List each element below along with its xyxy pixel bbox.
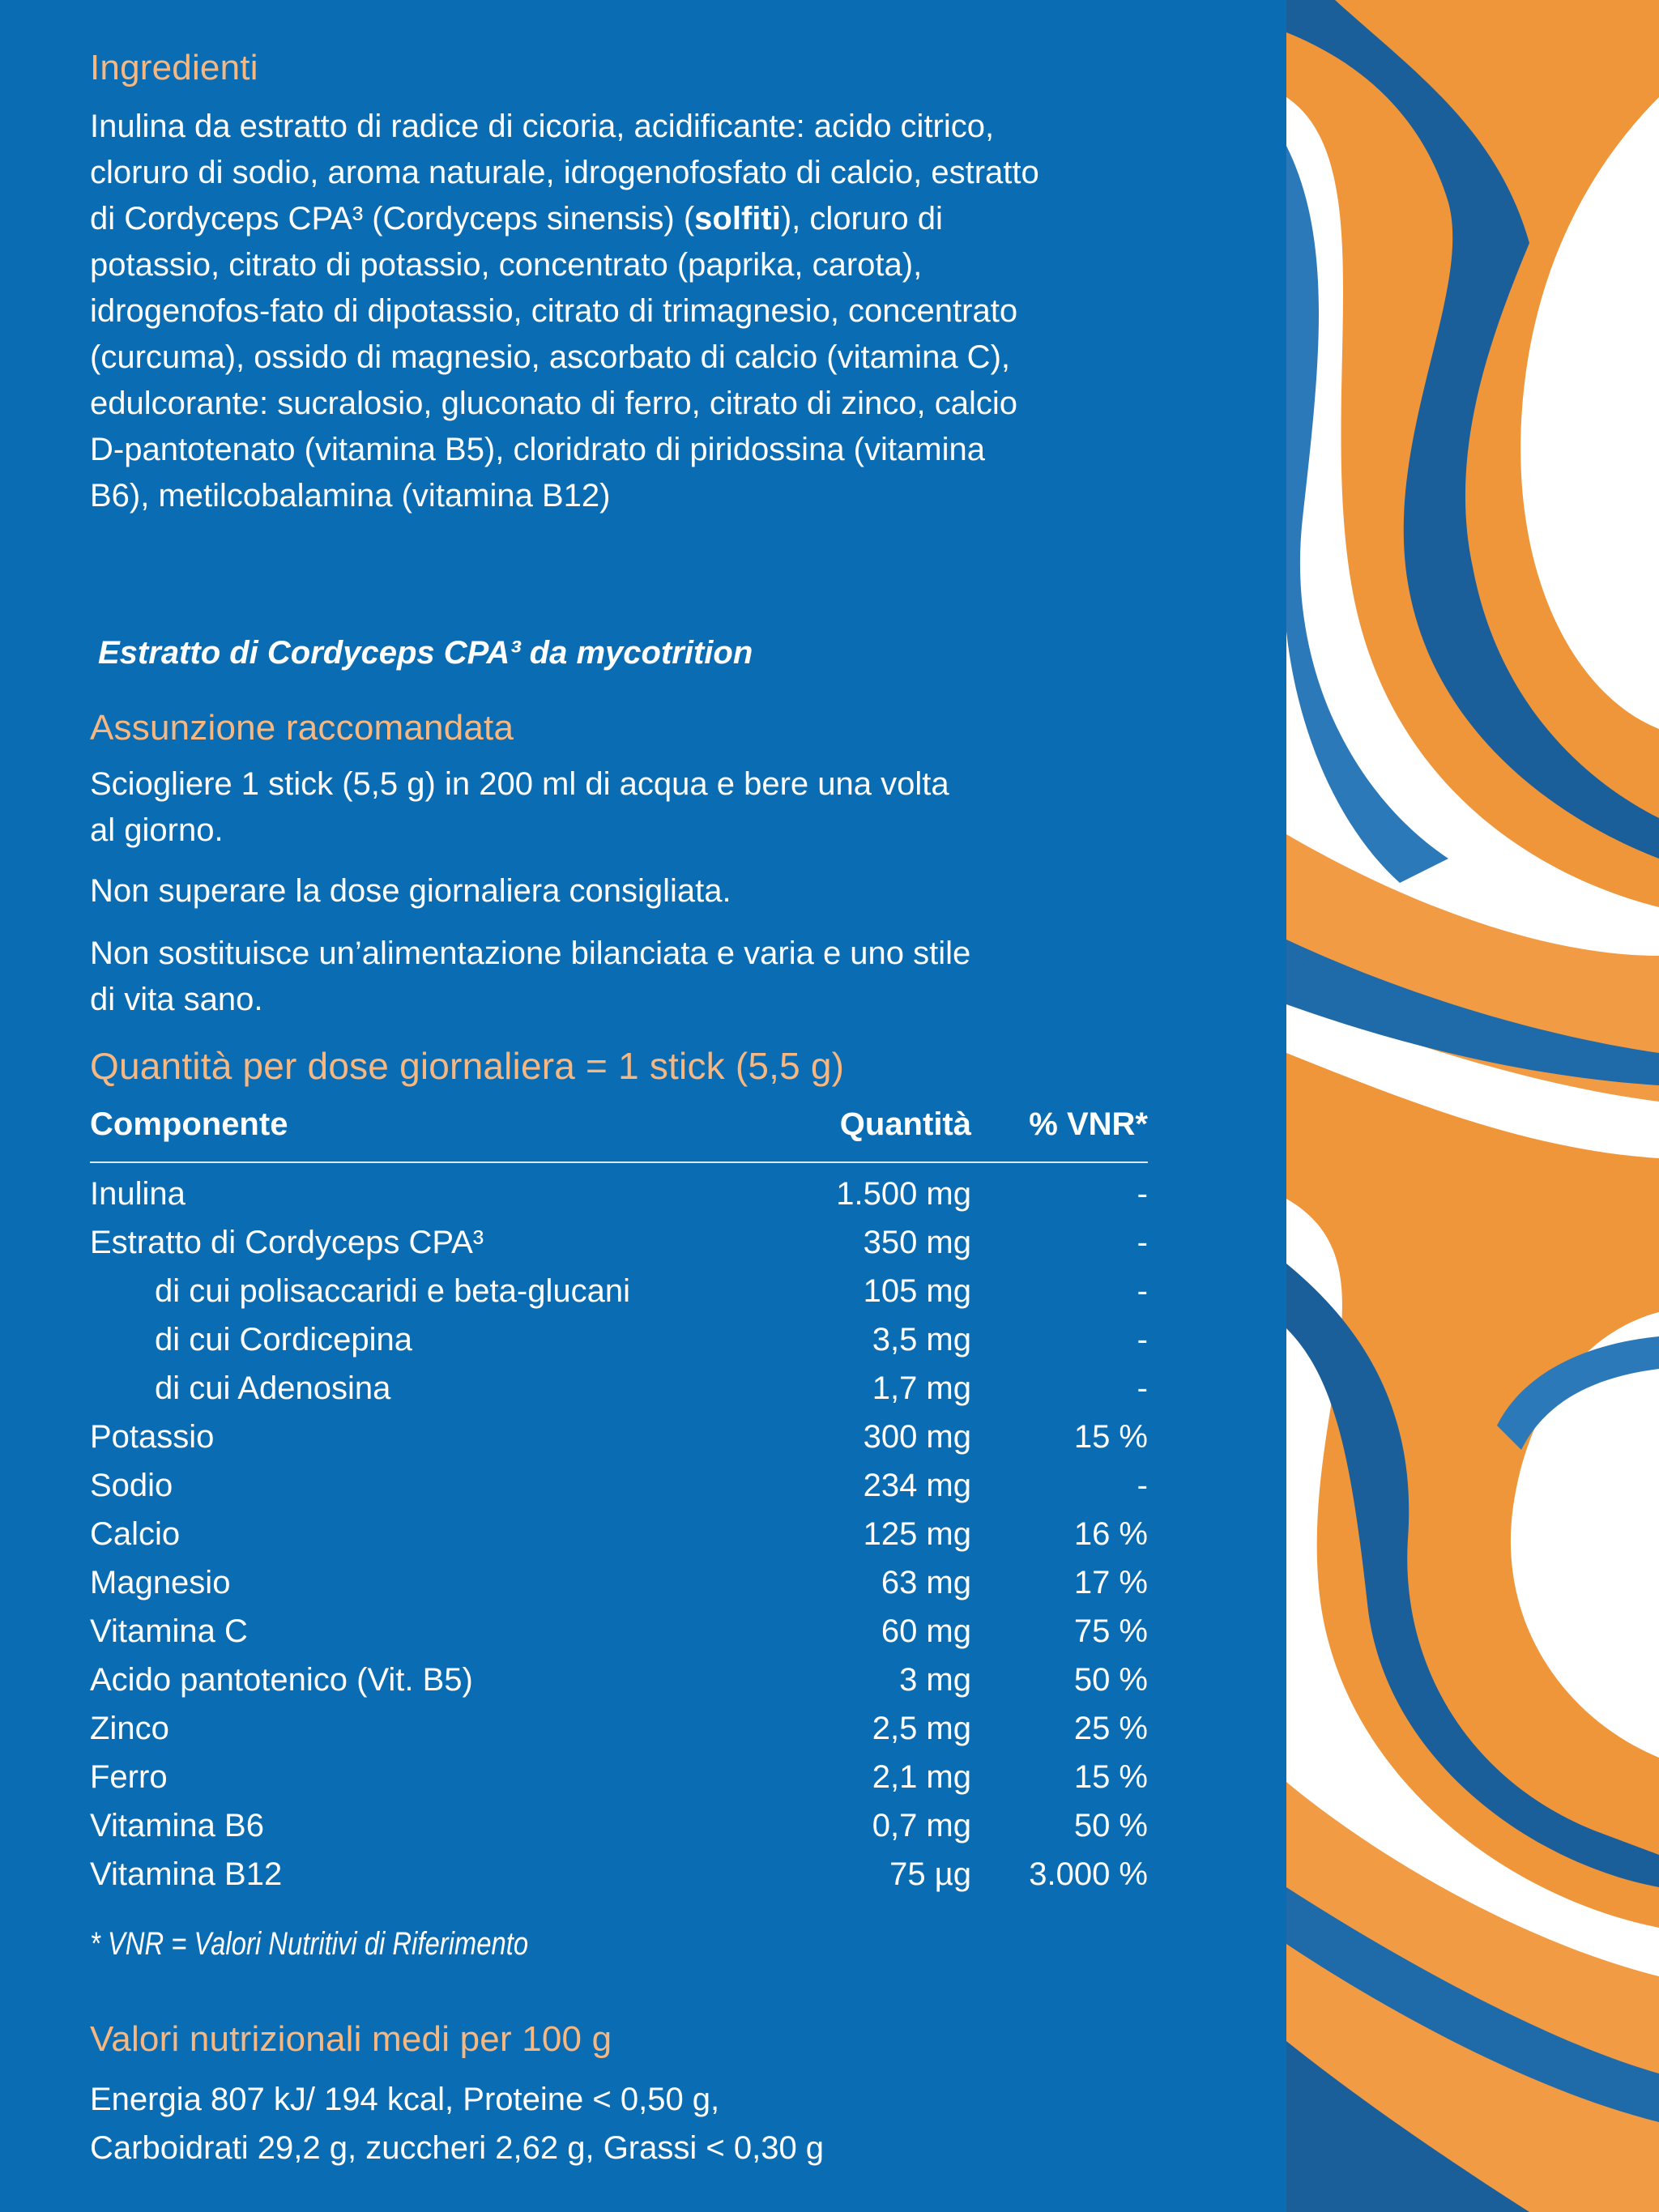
table-row [90, 1706, 1148, 1754]
cell-component: di cui Adenosina [155, 1370, 391, 1406]
cell-quantity: 1.500 mg [836, 1176, 971, 1212]
cell-component: Potassio [90, 1419, 215, 1455]
cell-vnr: 75 % [1073, 1613, 1148, 1649]
cell-quantity: 2,1 mg [872, 1759, 971, 1795]
nutrient-table-body [90, 1171, 1148, 1900]
table-row [90, 1754, 1148, 1803]
table-row [90, 1220, 1148, 1268]
cell-quantity: 3 mg [899, 1662, 971, 1698]
cordyceps-source-note: Estratto di Cordyceps CPA³ da mycotrition [98, 635, 753, 671]
decorative-brush-art [1286, 0, 1659, 2212]
ingredients-title: Ingredienti [90, 48, 258, 87]
cell-vnr: - [1137, 1176, 1148, 1212]
cell-component: Vitamina B6 [90, 1808, 264, 1843]
header-vnr: % VNR* [1029, 1106, 1148, 1142]
nutrition-line-2: Carboidrati 29,2 g, zuccheri 2,62 g, Grassi < 0,30 g [90, 2130, 825, 2166]
table-row [90, 1609, 1148, 1657]
cell-quantity: 300 mg [863, 1419, 971, 1455]
cell-vnr: 3.000 % [1029, 1856, 1148, 1892]
cell-component: Sodio [90, 1468, 173, 1503]
cell-component: Estratto di Cordyceps CPA³ [90, 1225, 484, 1260]
table-row [90, 1366, 1148, 1414]
cell-quantity: 0,7 mg [872, 1808, 971, 1843]
cell-vnr: 15 % [1073, 1419, 1148, 1455]
cell-component: di cui Cordicepina [155, 1322, 412, 1357]
nutrition-line-1: Energia 807 kJ/ 194 kcal, Proteine < 0,50 g, [90, 2082, 720, 2117]
brush-stroke-illustration [1286, 0, 1659, 2212]
cell-quantity: 60 mg [881, 1613, 971, 1649]
diet-disclaimer: Non sostituisce un’alimentazione bilanciata e varia e uno stile di vita sano. [90, 936, 971, 1017]
cell-quantity: 105 mg [863, 1273, 971, 1309]
cell-quantity: 125 mg [863, 1516, 971, 1552]
table-row [90, 1317, 1148, 1366]
cell-vnr: 16 % [1073, 1516, 1148, 1552]
table-row [90, 1511, 1148, 1560]
ingredients-text-part-2: ), cloruro di potassio, citrato di potassio, concentrato (paprika, carota), idrogenofos-fato di dipotassio, citrato di trimagnesio, concentrato (curcuma), ossido di magnesio, ascorbato di calcio (vitamina C), edulcorante: sucralosio, gluconato di ferro, citrato di zinco, calcio D-pantotenato (vitamina B5), cloridrato di piridossina (vitamina B6), metilcobalamina (vitamina B12) [90, 201, 1018, 514]
cell-vnr: - [1137, 1225, 1148, 1260]
cell-quantity: 2,5 mg [872, 1711, 971, 1746]
cell-vnr: 50 % [1073, 1808, 1148, 1843]
ingredients-list [90, 104, 1046, 519]
cell-quantity: 63 mg [881, 1565, 971, 1600]
cell-quantity: 3,5 mg [872, 1322, 971, 1357]
table-row [90, 1268, 1148, 1317]
intake-instructions: Sciogliere 1 stick (5,5 g) in 200 ml di acqua e bere una volta al giorno. [90, 766, 949, 848]
cell-component: Zinco [90, 1711, 169, 1746]
cell-component: Calcio [90, 1516, 181, 1552]
table-row [90, 1560, 1148, 1609]
nutrient-table-header [90, 1102, 1148, 1163]
ingredients-text-part-1: Inulina da estratto di radice di cicoria, acidificante: acido citrico, cloruro di sodio, aroma naturale, idrogenofosfato di calcio, estratto di Cordyceps CPA³ (Cordyceps sinensis) ( [90, 109, 1039, 237]
cell-component: Vitamina B12 [90, 1856, 283, 1892]
cell-component: Vitamina C [90, 1613, 248, 1649]
cell-component: Inulina [90, 1176, 186, 1212]
header-component: Componente [90, 1106, 288, 1142]
cell-quantity: 1,7 mg [872, 1370, 971, 1406]
dose-warning: Non superare la dose giornaliera consigliata. [90, 873, 731, 909]
table-row [90, 1171, 1148, 1220]
cell-vnr: 50 % [1073, 1662, 1148, 1698]
allergen-highlight: solfiti [694, 201, 781, 237]
cell-vnr: - [1137, 1322, 1148, 1357]
nutrition-title: Valori nutrizionali medi per 100 g [90, 2019, 612, 2059]
nutrient-table [90, 1102, 1148, 1900]
table-row [90, 1852, 1148, 1900]
table-row [90, 1463, 1148, 1511]
cell-quantity: 234 mg [863, 1468, 971, 1503]
cell-vnr: 15 % [1073, 1759, 1148, 1795]
vnr-footnote: * VNR = Valori Nutritivi di Riferimento [90, 1926, 529, 1962]
cell-vnr: - [1137, 1370, 1148, 1406]
cell-vnr: 17 % [1073, 1565, 1148, 1600]
daily-dose-title: Quantità per dose giornaliera = 1 stick (5,5 g) [90, 1045, 845, 1087]
table-row [90, 1414, 1148, 1463]
cell-vnr: - [1137, 1273, 1148, 1309]
cell-component: Magnesio [90, 1565, 231, 1600]
header-quantity: Quantità [839, 1106, 971, 1142]
table-row [90, 1657, 1148, 1706]
cell-component: di cui polisaccaridi e beta-glucani [155, 1273, 630, 1309]
nutrition-values [90, 2075, 1062, 2172]
cell-vnr: 25 % [1073, 1711, 1148, 1746]
cell-vnr: - [1137, 1468, 1148, 1503]
cell-component: Ferro [90, 1759, 168, 1795]
cell-component: Acido pantotenico (Vit. B5) [90, 1662, 473, 1698]
cell-quantity: 75 µg [889, 1856, 971, 1892]
cell-quantity: 350 mg [863, 1225, 971, 1260]
intake-title: Assunzione raccomandata [90, 708, 514, 748]
table-row [90, 1803, 1148, 1852]
